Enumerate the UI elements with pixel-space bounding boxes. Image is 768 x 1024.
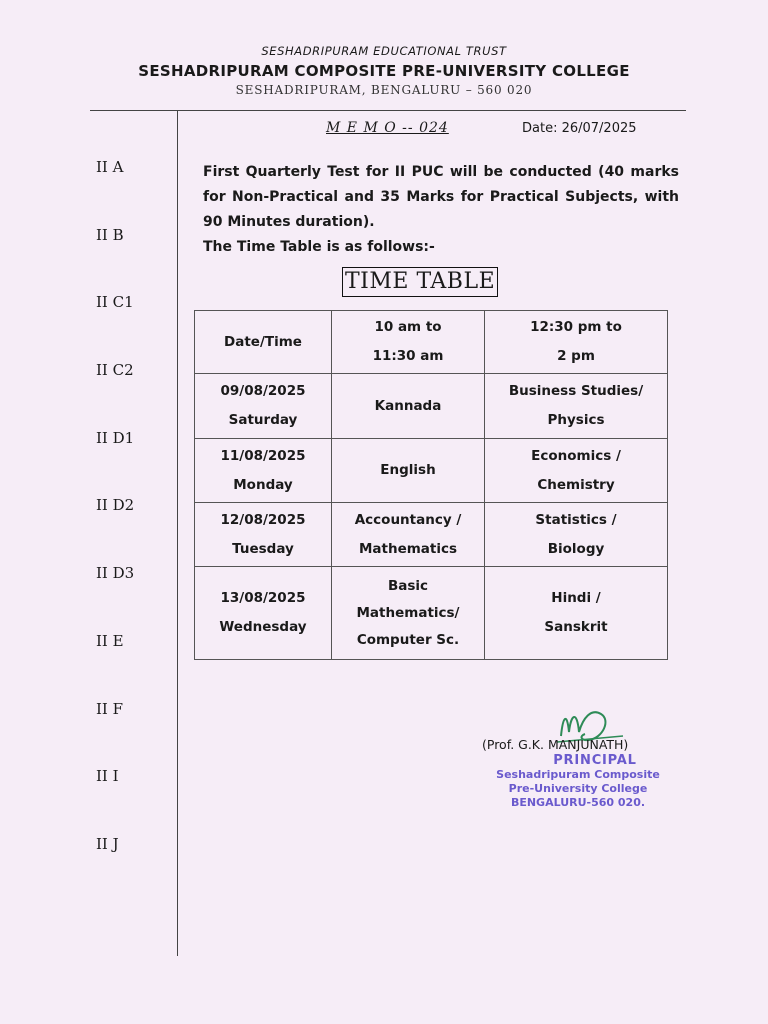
notice-line: (40 marks for Non-Practical and 35 Marks for (203, 164, 679, 205)
letterhead (0, 44, 768, 97)
table-header-row (195, 311, 668, 374)
table-row (195, 374, 668, 439)
section-list (96, 158, 134, 903)
stamp-line: BENGALURU-560 020. (510, 796, 646, 809)
morning-cell: Basic Mathematics/ Computer Sc. (332, 567, 485, 660)
header-cell: 10 am to 11:30 am (332, 311, 485, 374)
principal-stamp (478, 753, 678, 810)
section-label: II C1 (96, 293, 134, 312)
section-label: II A (96, 158, 124, 176)
morning-cell: Accountancy / Mathematics (332, 503, 485, 567)
section-label: II C2 (96, 361, 134, 380)
section-label: II E (96, 631, 124, 650)
stamp-title: PRINCIPAL (553, 753, 637, 768)
section-label: II D2 (96, 496, 135, 515)
afternoon-cell: Statistics / Biology (485, 503, 668, 567)
section-label: II J (96, 834, 119, 853)
afternoon-cell: Business Studies/ Physics (485, 374, 668, 439)
notice-line: First Quarterly Test for II PUC will be conducted (203, 164, 592, 180)
morning-cell: Kannada (332, 374, 485, 439)
date-cell: 13/08/2025 Wednesday (195, 567, 332, 660)
header-cell: Date/Time (195, 311, 332, 374)
section-label: II F (96, 699, 124, 718)
date-cell: 09/08/2025 Saturday (195, 374, 332, 439)
stamp-line: Pre-University College (508, 782, 648, 795)
header-divider (90, 110, 686, 111)
afternoon-cell: Hindi / Sanskrit (485, 567, 668, 660)
margin-divider (177, 111, 178, 956)
afternoon-cell: Economics / Chemistry (485, 439, 668, 503)
table-row (195, 503, 668, 567)
memo-number: M E M O -- 024 (326, 120, 449, 136)
morning-cell: English (332, 439, 485, 503)
section-label: II D1 (96, 428, 135, 447)
header-cell: 12:30 pm to 2 pm (485, 311, 668, 374)
notice-paragraph (203, 160, 679, 260)
table-row (195, 439, 668, 503)
date-cell: 11/08/2025 Monday (195, 439, 332, 503)
notice-line: Practical Subjects, with 90 Minutes duration). (203, 189, 679, 230)
table-row (195, 567, 668, 660)
date-cell: 12/08/2025 Tuesday (195, 503, 332, 567)
memo-date: Date: 26/07/2025 (522, 121, 637, 136)
section-label: II I (96, 767, 119, 786)
signatory-name: (Prof. G.K. MANJUNATH) (482, 737, 629, 752)
timetable-title: TIME TABLE (342, 267, 498, 297)
notice-line: The Time Table is as follows:- (203, 239, 435, 255)
college-address: SESHADRIPURAM, BENGALURU – 560 020 (235, 83, 533, 97)
section-label: II D3 (96, 564, 135, 583)
trust-name: SESHADRIPURAM EDUCATIONAL TRUST (261, 44, 507, 58)
stamp-line: Seshadripuram Composite (496, 768, 660, 781)
timetable (194, 310, 668, 660)
section-label: II B (96, 225, 124, 244)
college-name: SESHADRIPURAM COMPOSITE PRE-UNIVERSITY COLLEGE (138, 62, 630, 80)
